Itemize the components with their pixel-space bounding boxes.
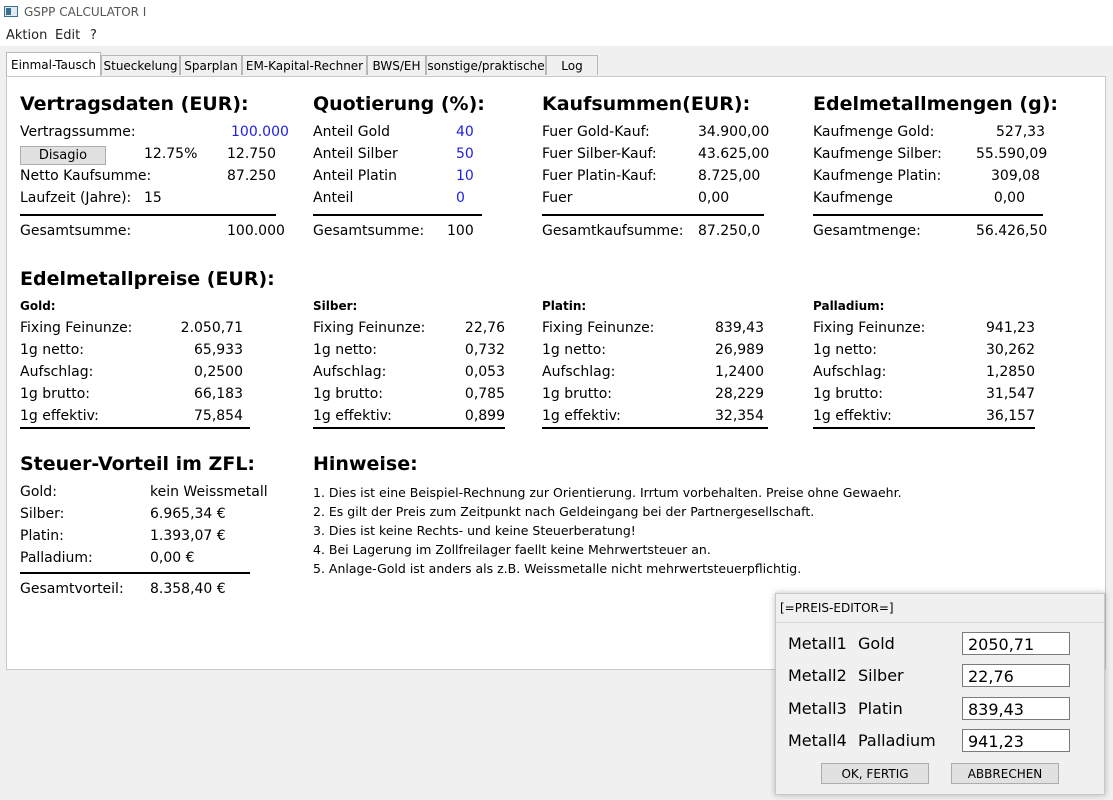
price-row-label: 1g effektiv:: [20, 408, 99, 424]
metall3-name: Platin: [858, 699, 903, 718]
kaufmenge-label: Kaufmenge: [813, 190, 893, 206]
hinweis-item: 5. Anlage-Gold ist anders als z.B. Weissmetalle nicht mehrwertsteuerpflichtig.: [313, 561, 802, 576]
palladium-effektiv-value: 36,157: [986, 408, 1035, 424]
gesamtkaufsumme-value: 87.250,0: [698, 223, 761, 239]
kaufmenge-platin-value: 309,08: [991, 168, 1040, 184]
laufzeit-label: Laufzeit (Jahre):: [20, 190, 132, 206]
netto-kaufsumme-value: 87.250: [227, 168, 276, 184]
price-row-label: Aufschlag:: [542, 364, 616, 380]
steuer-gold-label: Gold:: [20, 484, 57, 500]
window-title: GSPP CALCULATOR I: [24, 5, 147, 19]
silber-fixing-value: 22,76: [464, 320, 505, 336]
hinweis-item: 2. Es gilt der Preis zum Zeitpunkt nach Geldeingang bei der Partnergesellschaft.: [313, 504, 815, 519]
gesamtvorteil-label: Gesamtvorteil:: [20, 581, 124, 597]
gesamtmenge-value: 56.426,50: [976, 223, 1048, 239]
tab-stueckelung[interactable]: Stueckelung: [101, 55, 180, 75]
platin-kauf-value: 8.725,00: [698, 168, 761, 184]
price-row-label: 1g netto:: [813, 342, 877, 358]
anteil-value[interactable]: 0: [456, 190, 465, 206]
silber-price-heading: Silber:: [313, 299, 358, 313]
anteil-platin-value[interactable]: 10: [456, 168, 474, 184]
quotierung-gesamt-label: Gesamtsumme:: [313, 223, 425, 239]
anteil-silber-value[interactable]: 50: [456, 146, 474, 162]
steuer-platin-value: 1.393,07 €: [150, 528, 226, 544]
palladium-price-divider: [813, 427, 1035, 429]
price-row-label: Fixing Feinunze:: [542, 320, 655, 336]
vertragssumme-value[interactable]: 100.000: [231, 124, 289, 140]
steuer-silber-value: 6.965,34 €: [150, 506, 226, 522]
platin-aufschlag-value: 1,2400: [715, 364, 764, 380]
price-row-label: 1g brutto:: [20, 386, 91, 402]
price-row-label: 1g brutto:: [542, 386, 613, 402]
palladium-netto-value: 30,262: [986, 342, 1035, 358]
tab-sparplan[interactable]: Sparplan: [180, 55, 242, 75]
price-row-label: Fixing Feinunze:: [813, 320, 926, 336]
gold-price-heading: Gold:: [20, 299, 56, 313]
price-row-label: Aufschlag:: [313, 364, 387, 380]
laufzeit-value: 15: [144, 190, 162, 206]
price-row-label: Aufschlag:: [813, 364, 887, 380]
palladium-price-heading: Palladium:: [813, 299, 885, 313]
dialog-divider: [776, 622, 1104, 623]
gold-fixing-value: 2.050,71: [180, 320, 243, 336]
anteil-platin-label: Anteil Platin: [313, 168, 397, 184]
metall4-key: Metall4: [788, 731, 847, 750]
metall2-price-input[interactable]: [962, 664, 1070, 687]
kaufmenge-gold-label: Kaufmenge Gold:: [813, 124, 935, 140]
title-bar: [0, 0, 1113, 24]
tab-bws-eh[interactable]: BWS/EH: [367, 55, 426, 75]
einmal-tausch-panel: [6, 76, 1106, 670]
palladium-fixing-value: 941,23: [986, 320, 1035, 336]
tab-log[interactable]: Log: [546, 55, 598, 75]
price-row-label: 1g effektiv:: [813, 408, 892, 424]
metall2-key: Metall2: [788, 666, 847, 685]
menu-edit[interactable]: Edit: [55, 28, 81, 43]
quotierung-divider: [313, 214, 482, 216]
platin-effektiv-value: 32,354: [715, 408, 764, 424]
platin-fixing-value: 839,43: [715, 320, 764, 336]
metall1-price-input[interactable]: [962, 632, 1070, 655]
tab-einmal-tausch[interactable]: Einmal-Tausch: [6, 52, 101, 77]
mengen-heading: Edelmetallmengen (g):: [813, 93, 1058, 115]
price-row-label: 1g netto:: [313, 342, 377, 358]
gesamtkaufsumme-label: Gesamtkaufsumme:: [542, 223, 684, 239]
hinweise-heading: Hinweise:: [313, 453, 418, 475]
preis-editor-dialog: [775, 593, 1105, 795]
price-row-label: 1g effektiv:: [542, 408, 621, 424]
silber-price-divider: [313, 427, 505, 429]
metall3-price-input[interactable]: [962, 697, 1070, 720]
kaufsummen-heading: Kaufsummen(EUR):: [542, 93, 751, 115]
metall2-name: Silber: [858, 666, 904, 685]
platin-brutto-value: 28,229: [715, 386, 764, 402]
fuer-label: Fuer: [542, 190, 573, 206]
hinweis-item: 1. Dies ist eine Beispiel-Rechnung zur Orientierung. Irrtum vorbehalten. Preise ohne Gewaehr.: [313, 485, 902, 500]
hinweis-item: 3. Dies ist keine Rechts- und keine Steuerberatung!: [313, 523, 636, 538]
vertrag-gesamt-value: 100.000: [227, 223, 285, 239]
ok-fertig-button[interactable]: OK, FERTIG: [821, 763, 929, 784]
disagio-percent: 12.75%: [144, 146, 198, 162]
gold-effektiv-value: 75,854: [194, 408, 243, 424]
silber-aufschlag-value: 0,053: [464, 364, 505, 380]
gold-aufschlag-value: 0,2500: [194, 364, 243, 380]
steuer-divider: [20, 572, 250, 574]
vertrag-gesamt-label: Gesamtsumme:: [20, 223, 132, 239]
gesamtmenge-label: Gesamtmenge:: [813, 223, 921, 239]
platin-netto-value: 26,989: [715, 342, 764, 358]
metall3-key: Metall3: [788, 699, 847, 718]
price-row-label: Fixing Feinunze:: [313, 320, 426, 336]
anteil-gold-value[interactable]: 40: [456, 124, 474, 140]
menu-bar: [0, 24, 1113, 46]
abbrechen-button[interactable]: ABBRECHEN: [951, 763, 1059, 784]
price-row-label: 1g effektiv:: [313, 408, 392, 424]
quotierung-heading: Quotierung (%):: [313, 93, 485, 115]
price-row-label: 1g netto:: [542, 342, 606, 358]
anteil-label: Anteil: [313, 190, 354, 206]
silber-netto-value: 0,732: [464, 342, 505, 358]
disagio-value: 12.750: [227, 146, 276, 162]
price-row-label: Fixing Feinunze:: [20, 320, 133, 336]
steuer-gold-value: kein Weissmetall: [150, 484, 268, 500]
kaufmenge-gold-value: 527,33: [996, 124, 1045, 140]
fuer-value: 0,00: [698, 190, 730, 206]
palladium-brutto-value: 31,547: [986, 386, 1035, 402]
steuer-heading: Steuer-Vorteil im ZFL:: [20, 453, 256, 475]
menu-aktion[interactable]: Aktion: [6, 28, 48, 43]
metall1-key: Metall1: [788, 634, 847, 653]
disagio-button[interactable]: Disagio: [20, 146, 106, 165]
quotierung-gesamt-value: 100: [447, 223, 474, 239]
palladium-aufschlag-value: 1,2850: [986, 364, 1035, 380]
silber-kauf-label: Fuer Silber-Kauf:: [542, 146, 657, 162]
gold-netto-value: 65,933: [194, 342, 243, 358]
gesamtvorteil-value: 8.358,40 €: [150, 581, 226, 597]
price-row-label: 1g brutto:: [813, 386, 884, 402]
tab-sonstige-praktische[interactable]: sonstige/praktische: [426, 55, 546, 75]
netto-kaufsumme-label: Netto Kaufsumme:: [20, 168, 152, 184]
metall4-price-input[interactable]: [962, 729, 1070, 752]
mengen-divider: [813, 214, 1043, 216]
kaufmenge-silber-label: Kaufmenge Silber:: [813, 146, 942, 162]
platin-price-heading: Platin:: [542, 299, 587, 313]
metall1-name: Gold: [858, 634, 895, 653]
kaufmenge-platin-label: Kaufmenge Platin:: [813, 168, 942, 184]
steuer-palladium-label: Palladium:: [20, 550, 93, 566]
preis-editor-title: [=PREIS-EDITOR=]: [780, 601, 894, 615]
silber-kauf-value: 43.625,00: [698, 146, 770, 162]
kaufmenge-value: 0,00: [993, 190, 1025, 206]
price-row-label: 1g netto:: [20, 342, 84, 358]
vertrag-divider: [20, 214, 276, 216]
steuer-silber-label: Silber:: [20, 506, 65, 522]
metall4-name: Palladium: [858, 731, 936, 750]
gold-kauf-value: 34.900,00: [698, 124, 770, 140]
kaufmenge-silber-value: 55.590,09: [976, 146, 1048, 162]
kaufsummen-divider: [542, 214, 764, 216]
platin-kauf-label: Fuer Platin-Kauf:: [542, 168, 657, 184]
anteil-silber-label: Anteil Silber: [313, 146, 398, 162]
silber-effektiv-value: 0,899: [464, 408, 505, 424]
steuer-palladium-value: 0,00 €: [150, 550, 195, 566]
hinweis-item: 4. Bei Lagerung im Zollfreilager faellt keine Mehrwertsteuer an.: [313, 542, 711, 557]
menu-help[interactable]: ?: [90, 28, 97, 43]
gold-price-divider: [20, 427, 250, 429]
platin-price-divider: [542, 427, 768, 429]
tab-em-kapital-rechner[interactable]: EM-Kapital-Rechner: [242, 55, 367, 75]
price-row-label: 1g brutto:: [313, 386, 384, 402]
gold-kauf-label: Fuer Gold-Kauf:: [542, 124, 650, 140]
silber-brutto-value: 0,785: [464, 386, 505, 402]
gold-brutto-value: 66,183: [194, 386, 243, 402]
preise-heading: Edelmetallpreise (EUR):: [20, 268, 275, 290]
app-icon: [4, 6, 18, 17]
steuer-platin-label: Platin:: [20, 528, 64, 544]
vertragsdaten-heading: Vertragsdaten (EUR):: [20, 93, 249, 115]
vertragssumme-label: Vertragssumme:: [20, 124, 136, 140]
anteil-gold-label: Anteil Gold: [313, 124, 390, 140]
price-row-label: Aufschlag:: [20, 364, 94, 380]
